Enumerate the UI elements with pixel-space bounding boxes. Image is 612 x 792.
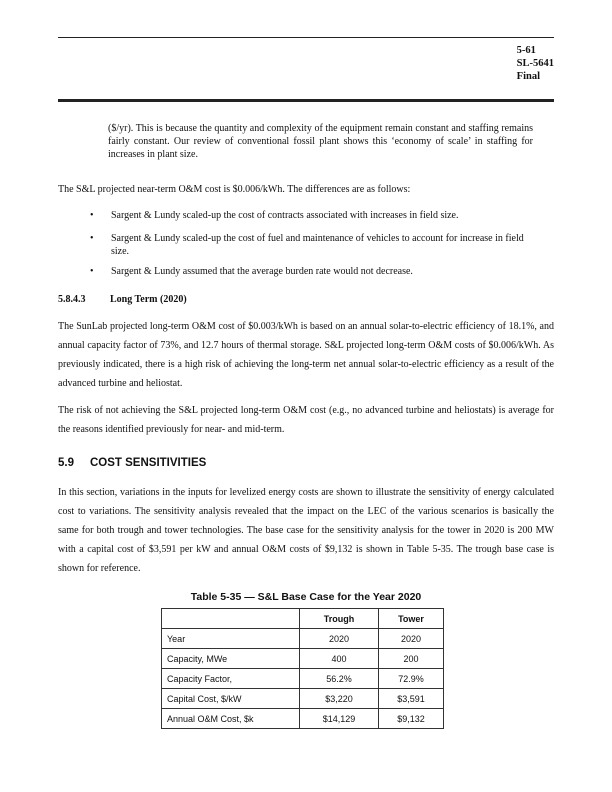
tower-value: 2020: [379, 629, 444, 649]
row-label: Capital Cost, $/kW: [162, 689, 300, 709]
document-id: SL-5641: [516, 58, 554, 69]
table-row: [162, 709, 444, 729]
long-term-paragraph-1: The SunLab projected long-term O&M cost of $0.003/kWh is based on an annual solar-to-electric efficiency of 18.1%, and annual capacity factor of 73%, and 12.7 hours of thermal storage. S&L projected long-term O&M costs of $0.006/kWh. As previously indicated, there is a high risk of achieving the long-term net annual solar-to-electric efficiency as a result of the advanced turbine and heliostat.: [58, 321, 554, 389]
section-title: COST SENSITIVITIES: [90, 457, 207, 469]
row-label: Year: [162, 629, 300, 649]
section-number: 5.8.4.3: [58, 294, 86, 305]
table-row: [162, 629, 444, 649]
column-header: [162, 609, 300, 629]
table-caption: Table 5-35 — S&L Base Case for the Year 2020: [190, 591, 422, 603]
column-header: Tower: [379, 609, 444, 629]
tower-value: $3,591: [379, 689, 444, 709]
bullet-text: Sargent & Lundy scaled-up the cost of fuel and maintenance of vehicles to account for increase in field size.: [111, 233, 524, 257]
header-thick-rule: [58, 99, 554, 102]
trough-value: 56.2%: [300, 669, 379, 689]
header-rule: [58, 37, 554, 38]
bullet-text: Sargent & Lundy scaled-up the cost of contracts associated with increases in field size.: [111, 210, 459, 221]
section-title: Long Term (2020): [110, 294, 187, 305]
table-header-row: [162, 609, 444, 629]
tower-value: $9,132: [379, 709, 444, 729]
page-number: 5-61: [516, 45, 536, 56]
intro-paragraph: ($/yr). This is because the quantity and complexity of the equipment remain constant and staffing remains fairly constant. Our review of conventional fossil plant shows this ‘economy of scale’ in staffing for increases in plant size.: [108, 123, 533, 160]
base-case-table: [161, 608, 444, 729]
trough-value: 400: [300, 649, 379, 669]
section-number: 5.9: [58, 457, 74, 469]
tower-value: 72.9%: [379, 669, 444, 689]
bullet-icon: •: [90, 210, 94, 221]
bullet-icon: •: [90, 266, 94, 277]
tower-value: 200: [379, 649, 444, 669]
cost-sensitivities-paragraph: In this section, variations in the inputs for levelized energy costs are shown to illustrate the sensitivity of energy calculated cost to variations. The sensitivity analysis revealed that the impact on the LEC of the various scenarios is basically the same for both trough and tower technologies. The base case for the sensitivity analysis for the tower in 2020 is 200 MW with a capital cost of $3,591 per kW and annual O&M costs of $9,132 is shown in Table 5-35. The trough base case is shown for reference.: [58, 487, 554, 574]
trough-value: $14,129: [300, 709, 379, 729]
page-header: [517, 44, 554, 83]
bullet-text: Sargent & Lundy assumed that the average burden rate would not decrease.: [111, 266, 413, 277]
row-label: Capacity Factor,: [162, 669, 300, 689]
bullet-icon: •: [90, 233, 94, 244]
table-row: [162, 669, 444, 689]
document-status: Final: [516, 71, 540, 82]
table-row: [162, 689, 444, 709]
table-row: [162, 649, 444, 669]
row-label: Capacity, MWe: [162, 649, 300, 669]
long-term-paragraph-2: The risk of not achieving the S&L projected long-term O&M cost (e.g., no advanced turbine and heliostats) is average for the reasons identified previously for near- and mid-term.: [58, 405, 554, 435]
trough-value: $3,220: [300, 689, 379, 709]
section-heading-5843: [58, 294, 187, 305]
trough-value: 2020: [300, 629, 379, 649]
row-label: Annual O&M Cost, $k: [162, 709, 300, 729]
section-heading-59: [58, 457, 206, 469]
column-header: Trough: [300, 609, 379, 629]
near-term-paragraph: The S&L projected near-term O&M cost is $0.006/kWh. The differences are as follows:: [58, 184, 411, 195]
